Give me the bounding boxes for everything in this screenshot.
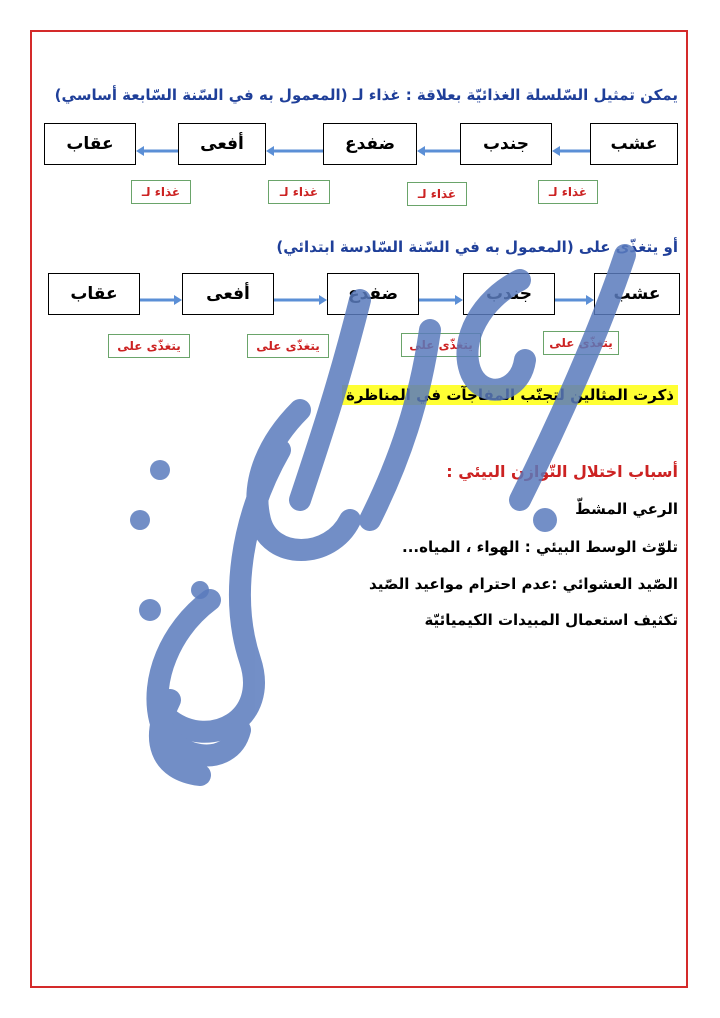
chain2-relation-label: يتغذّى على: [108, 334, 190, 358]
chain1-box-viper: أفعى: [178, 123, 266, 165]
cause-item: تلوّث الوسط البيئي : الهواء ، المياه...: [402, 538, 678, 556]
highlighted-note: ذكرت المثالين لتجنّب المفاجآت في المناظرة: [342, 385, 678, 405]
heading-food-for-relation: يمكن تمثيل السّلسلة الغذائيّة بعلاقة : غذاء لـ (المعمول به في السّنة السّابعة أساسي): [54, 86, 678, 104]
chain1-arrow-left-icon: [417, 146, 460, 156]
chain1-arrow-left-icon: [552, 146, 590, 156]
heading-feeds-on-relation: أو يتغذّى على (المعمول به في السّنة السّادسة ابتدائي): [276, 238, 678, 256]
chain1-relation-label: غذاء لـ: [538, 180, 598, 204]
chain1-box-frog: ضفدع: [323, 123, 417, 165]
chain1-relation-label: غذاء لـ: [407, 182, 467, 206]
chain2-relation-label: يتغذّى على: [543, 331, 619, 355]
chain2-relation-label: يتغذّى على: [247, 334, 329, 358]
chain2-arrow-right-icon: [140, 295, 182, 305]
chain2-arrow-right-icon: [274, 295, 327, 305]
chain1-box-eagle: عقاب: [44, 123, 136, 165]
chain1-box-grass: عشب: [590, 123, 678, 165]
cause-item: تكثيف استعمال المبيدات الكيميائيّة: [424, 611, 678, 629]
cause-item: الصّيد العشوائي :عدم احترام مواعيد الصّيد: [369, 575, 678, 593]
chain2-box-grasshopper: جندب: [463, 273, 555, 315]
chain1-arrow-left-icon: [266, 146, 323, 156]
chain2-arrow-right-icon: [419, 295, 463, 305]
chain2-box-eagle: عقاب: [48, 273, 140, 315]
chain2-arrow-right-icon: [555, 295, 594, 305]
chain1-arrow-left-icon: [136, 146, 178, 156]
chain1-box-grasshopper: جندب: [460, 123, 552, 165]
cause-item: الرعي المشطّ: [575, 500, 678, 518]
chain1-relation-label: غذاء لـ: [131, 180, 191, 204]
causes-title: أسباب اختلال التّوازن البيئي :: [446, 462, 678, 481]
chain2-box-viper: أفعى: [182, 273, 274, 315]
chain2-relation-label: يتغذّى على: [401, 333, 481, 357]
chain2-box-grass: عشب: [594, 273, 680, 315]
chain2-box-frog: ضفدع: [327, 273, 419, 315]
chain1-relation-label: غذاء لـ: [268, 180, 330, 204]
